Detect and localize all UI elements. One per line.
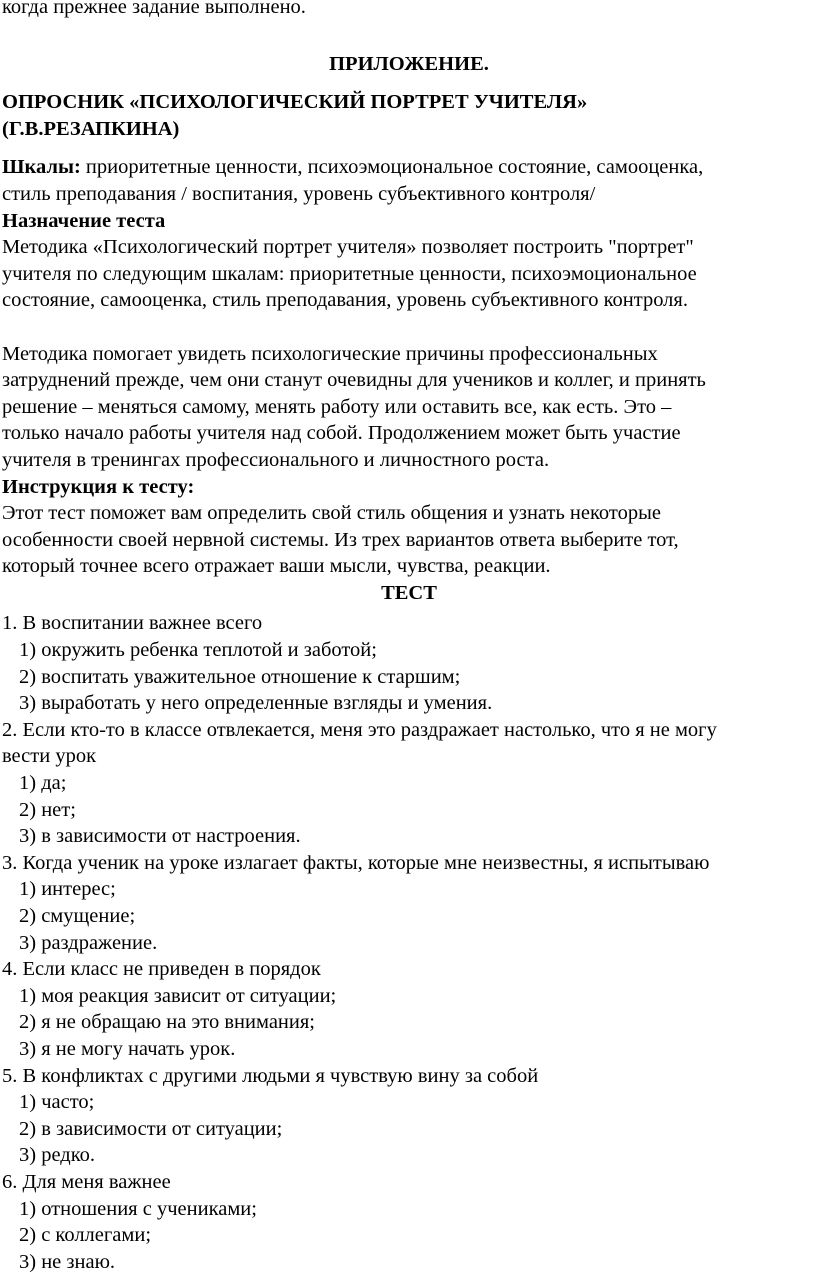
test-heading: ТЕСТ bbox=[381, 581, 437, 604]
answer-option: 2) с коллегами; bbox=[19, 1224, 152, 1247]
answer-option: 1) моя реакция зависит от ситуации; bbox=[19, 984, 337, 1007]
purpose-line-1: Методика «Психологический портрет учителя» позволяет построить "портрет" bbox=[2, 236, 694, 259]
scales-label: Шкалы: bbox=[2, 156, 81, 179]
answer-option: 1) да; bbox=[19, 772, 67, 795]
answer-option: 1) интерес; bbox=[19, 878, 116, 901]
answer-option: 3) в зависимости от настроения. bbox=[19, 825, 301, 848]
purpose-line-2: учителя по следующим шкалам: приоритетные ценности, психоэмоциональное bbox=[2, 262, 697, 285]
method-line-4: только начало работы учителя над собой. Продолжением может быть участие bbox=[2, 422, 681, 445]
scales-section bbox=[0, 154, 816, 207]
title-line-1: ОПРОСНИК «ПСИХОЛОГИЧЕСКИЙ ПОРТРЕТ УЧИТЕЛЯ» bbox=[2, 91, 588, 114]
purpose-heading: Назначение теста bbox=[2, 209, 166, 232]
purpose-section bbox=[0, 208, 816, 314]
instruction-line-1: Этот тест поможет вам определить свой стиль общения и узнать некоторые bbox=[2, 502, 661, 525]
instruction-line-2: особенности своей нервной системы. Из трех вариантов ответа выберите тот, bbox=[2, 528, 679, 551]
answer-option: 3) не знаю. bbox=[19, 1250, 116, 1273]
title-line-2: (Г.В.РЕЗАПКИНА) bbox=[2, 117, 180, 140]
answer-option: 2) воспитать уважительное отношение к старшим; bbox=[19, 665, 461, 688]
question-text: 3. Когда ученик на уроке излагает факты, которые мне неизвестны, я испытываю bbox=[2, 851, 710, 874]
answer-option: 2) нет; bbox=[19, 798, 76, 821]
question-text: 2. Если кто-то в классе отвлекается, меня это раздражает настолько, что я не могу bbox=[2, 718, 717, 741]
instruction-heading: Инструкция к тесту: bbox=[2, 475, 195, 498]
answer-option: 3) редко. bbox=[19, 1144, 96, 1167]
question-text: 6. Для меня важнее bbox=[2, 1170, 171, 1193]
answer-option: 1) отношения с учениками; bbox=[19, 1197, 257, 1220]
scales-line-2: стиль преподавания / воспитания, уровень субъективного контроля/ bbox=[2, 182, 596, 205]
answer-option: 3) выработать у него определенные взгляды и умения. bbox=[19, 692, 493, 715]
scales-text-1: приоритетные ценности, психоэмоциональное состояние, самооценка, bbox=[80, 156, 704, 179]
question-text: 1. В воспитании важнее всего bbox=[2, 612, 263, 635]
question-1 bbox=[0, 610, 816, 716]
question-text-cont: вести урок bbox=[2, 745, 97, 768]
questions-list bbox=[0, 610, 816, 1275]
purpose-line-3: состояние, самооценка, стиль преподавания, уровень субъективного контроля. bbox=[2, 289, 688, 312]
question-2 bbox=[0, 717, 816, 850]
scales-line-1 bbox=[0, 154, 816, 181]
instruction-line-3: который точнее всего отражает ваши мысли, чувства, реакции. bbox=[2, 555, 551, 578]
answer-option: 3) раздражение. bbox=[19, 931, 158, 954]
question-4 bbox=[0, 956, 816, 1062]
method-line-5: учителя в тренингах профессионального и личностного роста. bbox=[2, 448, 550, 471]
appendix-heading: ПРИЛОЖЕНИЕ. bbox=[329, 52, 489, 75]
question-5 bbox=[0, 1063, 816, 1169]
intro-line: когда прежнее задание выполнено. bbox=[2, 0, 306, 18]
answer-option: 1) окружить ребенка теплотой и заботой; bbox=[19, 639, 377, 662]
method-line-3: решение – меняться самому, менять работу или оставить все, как есть. Это – bbox=[2, 395, 672, 418]
question-text: 4. Если класс не приведен в порядок bbox=[2, 958, 321, 981]
instruction-section bbox=[0, 474, 816, 580]
answer-option: 3) я не могу начать урок. bbox=[19, 1037, 236, 1060]
question-3 bbox=[0, 850, 816, 956]
paragraph-spacer bbox=[0, 314, 816, 341]
question-text: 5. В конфликтах с другими людьми я чувствую вину за собой bbox=[2, 1064, 539, 1087]
questionnaire-title bbox=[0, 89, 816, 142]
answer-option: 2) в зависимости от ситуации; bbox=[19, 1117, 283, 1140]
method-line-1: Методика помогает увидеть психологические причины профессиональных bbox=[2, 342, 658, 365]
answer-option: 1) часто; bbox=[19, 1091, 95, 1114]
answer-option: 2) я не обращаю на это внимания; bbox=[19, 1011, 315, 1034]
method-line-2: затруднений прежде, чем они станут очевидны для учеников и коллег, и принять bbox=[2, 369, 706, 392]
question-6 bbox=[0, 1169, 816, 1275]
method-paragraph bbox=[0, 341, 816, 474]
answer-option: 2) смущение; bbox=[19, 905, 136, 927]
